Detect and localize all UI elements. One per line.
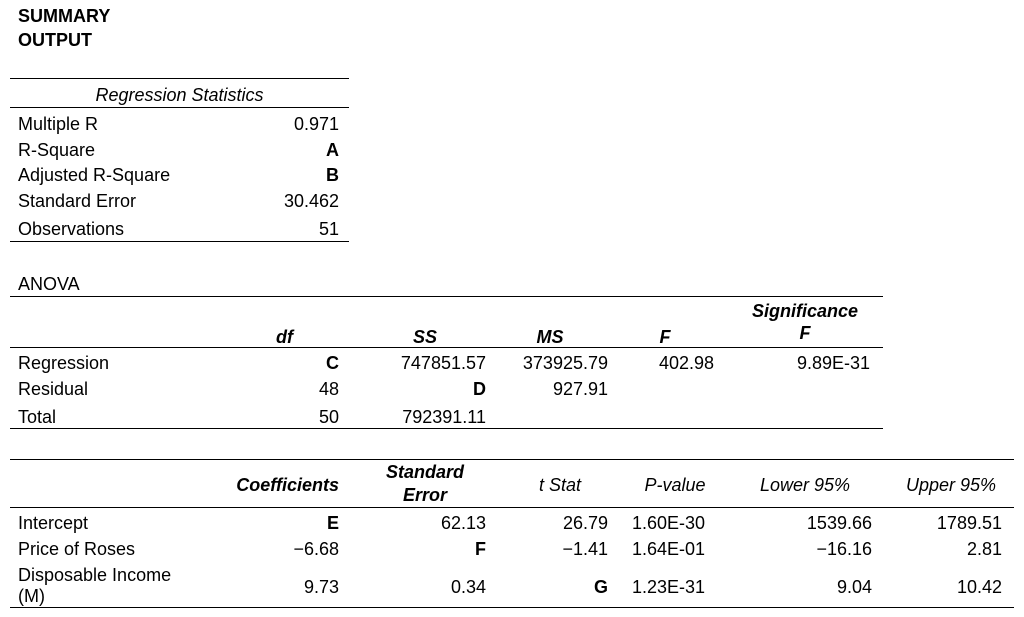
coef-se: F: [475, 539, 486, 559]
coef-upper: 1789.51: [936, 513, 1002, 533]
coef-p: 1.64E-01: [632, 539, 706, 559]
col-header-significance: Significance: [751, 301, 859, 321]
title-line-2: OUTPUT: [18, 30, 92, 50]
anova-row-label: Total: [18, 407, 57, 427]
stat-label: Observations: [18, 219, 125, 239]
stat-label: R-Square: [18, 140, 96, 160]
anova-ms: 373925.79: [522, 353, 608, 373]
stat-label: Standard Error: [18, 191, 137, 211]
anova-ss: 747851.57: [400, 353, 486, 373]
table-rule: [10, 78, 349, 79]
anova-sig: 9.89E-31: [796, 353, 870, 373]
table-rule: [10, 607, 1014, 608]
stat-value: B: [326, 165, 339, 185]
anova-label: ANOVA: [18, 274, 80, 294]
col-header-upper-95: Upper 95%: [905, 475, 997, 495]
coef-se: 62.13: [440, 513, 486, 533]
col-header-standard: Standard: [385, 462, 464, 482]
coef-row-label: Price of Roses: [18, 539, 136, 559]
stat-value: 51: [318, 219, 339, 239]
col-header-lower-95: Lower 95%: [759, 475, 851, 495]
coef-p: 1.60E-30: [632, 513, 706, 533]
stat-label: Adjusted R-Square: [18, 165, 171, 185]
anova-df: 48: [318, 379, 339, 399]
anova-df: C: [326, 353, 339, 373]
coef-value: 9.73: [303, 577, 339, 597]
table-rule: [10, 347, 883, 348]
col-header-df: df: [276, 327, 293, 347]
anova-ss: D: [473, 379, 486, 399]
title-line-1: SUMMARY: [18, 6, 111, 26]
col-header-f: F: [659, 327, 671, 347]
anova-ss: 792391.11: [402, 407, 486, 427]
regression-stats-header: Regression Statistics: [95, 85, 264, 105]
anova-f: 402.98: [658, 353, 714, 373]
coef-row-label-line-2: (M): [18, 586, 45, 606]
col-header-error: Error: [402, 485, 447, 505]
anova-ms: 927.91: [552, 379, 608, 399]
anova-row-label: Residual: [18, 379, 89, 399]
col-header-coefficients: Coefficients: [236, 475, 339, 495]
col-header-p-value: P-value: [644, 475, 706, 495]
coef-value: E: [326, 513, 339, 533]
coef-row-label: Intercept: [18, 513, 89, 533]
coef-p: 1.23E-31: [632, 577, 706, 597]
col-header-significance-f: F: [799, 323, 811, 343]
table-rule: [10, 107, 349, 108]
coef-value: −6.68: [293, 539, 339, 559]
col-header-ss: SS: [412, 327, 437, 347]
table-rule: [10, 296, 883, 297]
coef-lower: 9.04: [836, 577, 872, 597]
page-title: [18, 4, 110, 52]
table-rule: [10, 459, 1014, 460]
stat-label: Multiple R: [18, 114, 99, 134]
coef-upper: 2.81: [966, 539, 1002, 559]
table-rule: [10, 428, 883, 429]
anova-row-label: Regression: [18, 353, 110, 373]
coef-upper: 10.42: [956, 577, 1002, 597]
stat-value: 0.971: [293, 114, 339, 134]
coef-se: 0.34: [450, 577, 486, 597]
stat-value: 30.462: [283, 191, 339, 211]
coef-lower: 1539.66: [806, 513, 872, 533]
coef-t: G: [593, 577, 608, 597]
coef-t: −1.41: [562, 539, 608, 559]
col-header-ms: MS: [536, 327, 564, 347]
stat-value: A: [326, 140, 339, 160]
coef-t: 26.79: [562, 513, 608, 533]
coef-row-label-line-1: Disposable Income: [18, 565, 172, 585]
table-rule: [10, 507, 1014, 508]
col-header-t-stat: t Stat: [538, 475, 582, 495]
table-rule: [10, 241, 349, 242]
coef-lower: −16.16: [816, 539, 872, 559]
anova-df: 50: [318, 407, 339, 427]
